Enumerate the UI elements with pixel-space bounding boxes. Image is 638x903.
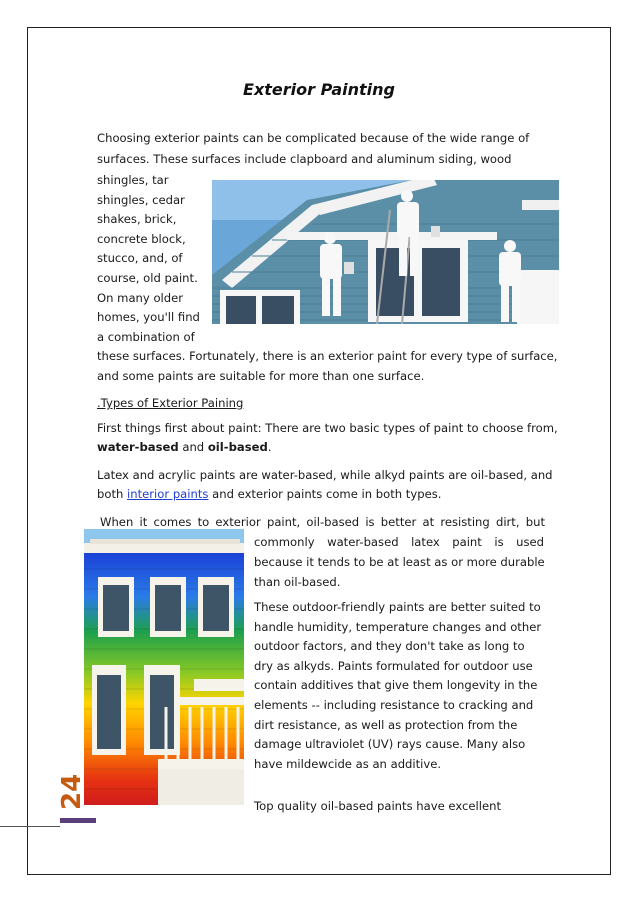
outdoor-line-5: contain additives that give them longevity in the bbox=[254, 678, 538, 693]
types-line-1: First things first about paint: There are two basic types of paint to choose from, bbox=[97, 421, 558, 435]
outdoor-line-8: damage ultraviolet (UV) rays cause. Many also bbox=[254, 737, 526, 752]
intro-wrap-line-3: shakes, brick, bbox=[97, 212, 177, 227]
intro-line-4: and some paints are suitable for more than one surface. bbox=[97, 369, 425, 383]
intro-wrap-line-6: course, old paint. bbox=[97, 271, 198, 285]
when-wrap-line-3: than oil-based. bbox=[254, 575, 341, 589]
page-number-text: 24 bbox=[57, 773, 87, 810]
page-title: Exterior Painting bbox=[243, 80, 395, 99]
section-heading: .Types of Exterior Paining bbox=[97, 396, 244, 410]
page-number bbox=[57, 775, 87, 815]
intro-line-2: surfaces. These surfaces include clapboard and aluminum siding, wood bbox=[97, 152, 512, 166]
intro-wrap-line-9: a combination of bbox=[97, 329, 195, 344]
outdoor-line-3: outdoor factors, and they don't take as long to bbox=[254, 639, 525, 654]
types-end: . bbox=[267, 440, 272, 454]
latex-rest: and exterior paints come in both types. bbox=[208, 487, 442, 501]
outdoor-line-9: have mildewcide as an additive. bbox=[254, 756, 442, 771]
rainbow-house-image bbox=[84, 529, 244, 805]
latex-line-2 bbox=[97, 484, 441, 504]
intro-wrap-line-7: On many older bbox=[97, 290, 184, 305]
types-line-2 bbox=[97, 437, 271, 457]
intro-wrap-line-5: stucco, and, of bbox=[97, 251, 183, 266]
when-wrap-line-2: because it tends to be at least as or more durable bbox=[254, 555, 545, 569]
outdoor-line-6: elements -- including resistance to cracking and bbox=[254, 698, 534, 712]
intro-line-3: these surfaces. Fortunately, there is an exterior paint for every type of surface, bbox=[97, 349, 558, 363]
intro-line-1: Choosing exterior paints can be complicated because of the wide range of bbox=[97, 131, 530, 145]
interior-paints-link[interactable]: interior paints bbox=[127, 487, 209, 501]
page-number-bar bbox=[60, 818, 96, 823]
outdoor-line-4: dry as alkyds. Paints formulated for outdoor use bbox=[254, 658, 533, 673]
outdoor-line-2: handle humidity, temperature changes and other bbox=[254, 619, 542, 634]
intro-wrap-line-4: concrete block, bbox=[97, 231, 186, 246]
house-painters-image bbox=[212, 180, 559, 324]
types-and: and bbox=[178, 440, 208, 454]
intro-wrap-line-2: shingles, cedar bbox=[97, 192, 185, 207]
when-wrap-line-1: commonly water-based latex paint is used bbox=[254, 535, 544, 549]
latex-both: both bbox=[97, 487, 128, 501]
oil-based-term: oil-based bbox=[207, 440, 268, 454]
top-quality-line: Top quality oil-based paints have excellent bbox=[254, 799, 501, 813]
water-based-term: water-based bbox=[97, 440, 179, 454]
outdoor-line-7: dirt resistance, as well as protection from the bbox=[254, 717, 518, 732]
intro-wrap-line-8: homes, you'll find bbox=[97, 310, 200, 325]
when-line-1: When it comes to exterior paint, oil-based is better at resisting dirt, but bbox=[100, 515, 545, 529]
intro-wrap-line-1: shingles, tar bbox=[97, 173, 169, 187]
latex-line-1: Latex and acrylic paints are water-based, while alkyd paints are oil-based, and bbox=[97, 468, 553, 482]
footer-rule bbox=[0, 826, 60, 827]
outdoor-line-1: These outdoor-friendly paints are better suited to bbox=[254, 600, 541, 614]
